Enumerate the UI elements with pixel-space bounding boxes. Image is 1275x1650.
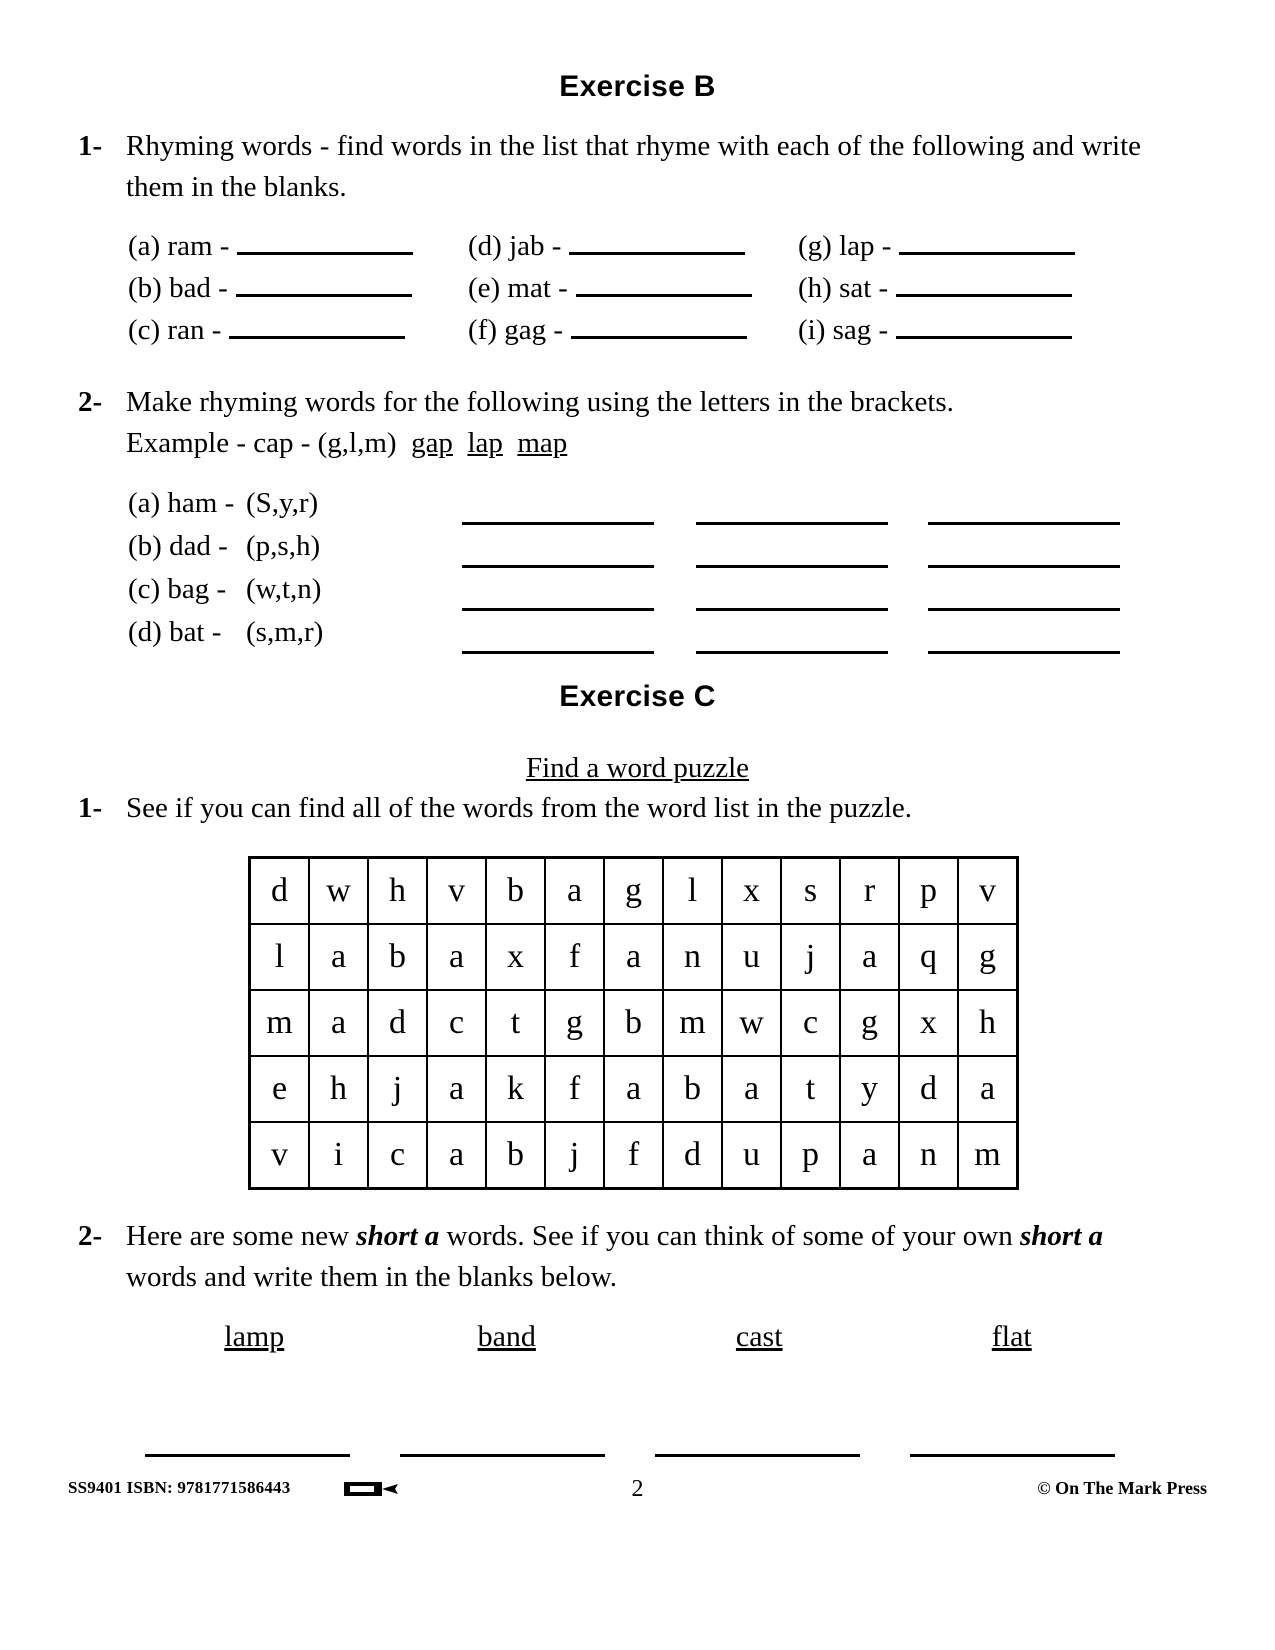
grid-cell[interactable]: a (722, 1056, 781, 1122)
make-rhyme-blank-c1[interactable] (462, 584, 654, 611)
grid-cell[interactable]: g (958, 924, 1018, 990)
rhyme-blank-i[interactable] (896, 312, 1072, 339)
grid-cell[interactable]: j (368, 1056, 427, 1122)
rhyme-item-e (468, 270, 798, 312)
rhyme-item-f (468, 312, 798, 354)
word-search-row (250, 1056, 1018, 1122)
grid-cell[interactable]: c (781, 990, 840, 1056)
grid-cell[interactable]: v (958, 858, 1018, 925)
find-a-word-puzzle-subtitle: Find a word puzzle (525, 752, 750, 784)
rhyme-label-b: (b) bad - (128, 272, 228, 304)
grid-cell[interactable]: m (250, 990, 310, 1056)
grid-cell[interactable]: b (368, 924, 427, 990)
grid-cell[interactable]: a (604, 1056, 663, 1122)
make-rhyming-words-blanks (462, 482, 1128, 654)
grid-cell[interactable]: d (368, 990, 427, 1056)
grid-cell[interactable]: c (427, 990, 486, 1056)
make-rhyme-word-c: (c) bag - (128, 573, 227, 605)
example-word-1: gap (411, 427, 453, 460)
make-rhyme-blank-b2[interactable] (696, 541, 888, 568)
grid-cell[interactable]: t (781, 1056, 840, 1122)
question-number: 2- (78, 386, 103, 418)
grid-cell[interactable]: f (604, 1122, 663, 1189)
blank-cell (696, 525, 928, 572)
grid-cell[interactable]: a (840, 924, 899, 990)
footer-isbn: SS9401 ISBN: 9781771586443 (68, 1478, 291, 1497)
rhyme-label-d: (d) jab - (468, 230, 562, 262)
grid-cell[interactable]: d (250, 858, 310, 925)
word-search-row (250, 924, 1018, 990)
blank-cell (696, 482, 928, 529)
rhyme-label-a: (a) ram - (128, 230, 230, 262)
grid-cell[interactable]: a (427, 1056, 486, 1122)
rhyme-blank-b[interactable] (236, 270, 412, 297)
make-rhyme-blank-a2[interactable] (696, 498, 888, 525)
make-rhyme-letters-c: (w,t,n) (246, 573, 322, 605)
grid-cell[interactable]: g (604, 858, 663, 925)
grid-cell[interactable]: t (486, 990, 545, 1056)
grid-cell[interactable]: u (722, 1122, 781, 1189)
rhyme-blank-e[interactable] (576, 270, 752, 297)
grid-cell[interactable]: p (781, 1122, 840, 1189)
rhyme-item-g (798, 228, 1128, 270)
short-a-word-examples (128, 1320, 1138, 1354)
grid-cell[interactable]: v (250, 1122, 310, 1189)
q2-text-part3: words and write them in the blanks below. (126, 1261, 618, 1294)
make-rhyme-item-a (128, 482, 323, 525)
rhyming-words-answer-grid (128, 228, 1128, 354)
grid-cell[interactable]: q (899, 924, 958, 990)
grid-cell[interactable]: e (250, 1056, 310, 1122)
grid-cell[interactable]: f (545, 1056, 604, 1122)
rhyme-item-h (798, 270, 1128, 312)
rhyme-label-h: (h) sat - (798, 272, 889, 304)
grid-cell[interactable]: a (309, 990, 368, 1056)
make-rhyme-blank-a1[interactable] (462, 498, 654, 525)
make-rhyme-item-d (128, 611, 323, 654)
rhyme-blank-c[interactable] (229, 312, 405, 339)
grid-cell[interactable]: b (486, 1122, 545, 1189)
exercise-b-question-2 (78, 382, 1148, 464)
make-rhyme-letters-a: (S,y,r) (246, 487, 319, 519)
word-search-row (250, 990, 1018, 1056)
short-a-blank-3[interactable] (655, 1430, 860, 1457)
make-rhyme-blank-c2[interactable] (696, 584, 888, 611)
word-search-row (250, 1122, 1018, 1189)
grid-cell[interactable]: a (958, 1056, 1018, 1122)
grid-cell[interactable]: d (899, 1056, 958, 1122)
question-number: 1- (78, 130, 103, 162)
rhyme-item-a (128, 228, 468, 270)
blank-cell (462, 482, 696, 529)
grid-cell[interactable]: i (309, 1122, 368, 1189)
rhyme-label-f: (f) gag - (468, 314, 564, 346)
make-rhyme-item-b (128, 525, 323, 568)
rhyme-item-b (128, 270, 468, 312)
blank-cell (928, 568, 1128, 615)
grid-cell[interactable]: a (604, 924, 663, 990)
grid-cell[interactable]: v (427, 858, 486, 925)
example-word-3: map (517, 427, 568, 460)
make-rhyme-word-b: (b) dad - (128, 530, 228, 562)
short-a-blank-4[interactable] (910, 1430, 1115, 1457)
q2-emphasis-1: short a (356, 1220, 440, 1252)
example-prefix: Example - cap - (g,l,m) (126, 427, 397, 460)
grid-cell[interactable]: l (250, 924, 310, 990)
rhyme-label-c: (c) ran - (128, 314, 222, 346)
rhyme-blank-h[interactable] (896, 270, 1072, 297)
short-a-word-4: flat (991, 1320, 1032, 1353)
short-a-blank-1[interactable] (145, 1430, 350, 1457)
word-search-grid[interactable] (248, 856, 1019, 1190)
grid-cell[interactable]: n (899, 1122, 958, 1189)
make-rhyme-blank-b1[interactable] (462, 541, 654, 568)
grid-cell[interactable]: u (722, 924, 781, 990)
example-word-2: lap (467, 427, 503, 460)
grid-cell[interactable]: j (781, 924, 840, 990)
q2-text-part1: Here are some new (126, 1220, 357, 1252)
grid-cell[interactable]: m (958, 1122, 1018, 1189)
blank-cell (696, 568, 928, 615)
grid-cell[interactable]: p (899, 858, 958, 925)
grid-cell[interactable]: r (840, 858, 899, 925)
rhyme-label-g: (g) lap - (798, 230, 892, 262)
grid-cell[interactable]: d (663, 1122, 722, 1189)
question-text: Rhyming words - find words in the list that rhyme with each of the following and write them in the blanks. (126, 130, 1141, 204)
make-rhyme-word-a: (a) ham - (128, 487, 235, 519)
make-rhyme-blank-b3[interactable] (928, 541, 1120, 568)
make-rhyme-blank-d2[interactable] (696, 627, 888, 654)
grid-cell[interactable]: a (427, 924, 486, 990)
grid-cell[interactable]: a (545, 858, 604, 925)
make-rhyme-item-c (128, 568, 323, 611)
grid-cell[interactable]: m (663, 990, 722, 1056)
rhyme-item-i (798, 312, 1128, 354)
blank-cell (462, 611, 696, 658)
make-rhyme-blank-d1[interactable] (462, 627, 654, 654)
make-rhyme-word-d: (d) bat - (128, 616, 222, 648)
q2-emphasis-2: short a (1020, 1220, 1104, 1252)
rhyme-item-d (468, 228, 798, 270)
grid-cell[interactable]: l (663, 858, 722, 925)
page-number: 2 (631, 1476, 644, 1502)
grid-cell[interactable]: x (722, 858, 781, 925)
example-line (126, 423, 1141, 464)
exercise-b-title: Exercise B (559, 70, 716, 103)
short-a-word-1: lamp (224, 1320, 285, 1353)
grid-cell[interactable]: a (840, 1122, 899, 1189)
grid-cell[interactable]: b (604, 990, 663, 1056)
grid-cell[interactable]: n (663, 924, 722, 990)
blank-cell (928, 482, 1128, 529)
grid-cell[interactable]: s (781, 858, 840, 925)
grid-cell[interactable]: w (722, 990, 781, 1056)
question-number: 1- (78, 792, 103, 824)
blank-cell (928, 611, 1128, 658)
question-text (126, 1216, 1148, 1298)
make-rhyme-blank-c3[interactable] (928, 584, 1120, 611)
grid-cell[interactable]: a (427, 1122, 486, 1189)
blank-cell (462, 525, 696, 572)
exercise-c-title: Exercise C (559, 680, 716, 713)
make-rhyme-letters-d: (s,m,r) (246, 616, 324, 648)
grid-cell[interactable]: x (899, 990, 958, 1056)
blank-cell (696, 611, 928, 658)
rhyme-blank-a[interactable] (237, 228, 413, 255)
grid-cell[interactable]: h (309, 1056, 368, 1122)
exercise-c-question-2 (78, 1216, 1148, 1298)
q2-text-part2: words. See if you can think of some of your own (439, 1220, 1021, 1252)
make-rhyming-words-list (128, 482, 323, 654)
word-search-body (250, 858, 1018, 1189)
word-search-row (250, 858, 1018, 925)
rhyme-blank-f[interactable] (571, 312, 747, 339)
grid-cell[interactable]: w (309, 858, 368, 925)
exercise-b-question-1 (78, 126, 1148, 208)
grid-cell[interactable]: b (486, 858, 545, 925)
make-rhyme-blank-a3[interactable] (928, 498, 1120, 525)
rhyme-label-i: (i) sag - (798, 314, 889, 346)
question-number: 2- (78, 1220, 103, 1252)
page-footer (68, 1478, 1207, 1518)
short-a-word-2: band (477, 1320, 536, 1353)
grid-cell[interactable]: b (663, 1056, 722, 1122)
grid-cell[interactable]: j (545, 1122, 604, 1189)
blank-cell (928, 525, 1128, 572)
short-a-answer-blanks (120, 1430, 1140, 1457)
grid-cell[interactable]: h (368, 858, 427, 925)
short-a-blank-2[interactable] (400, 1430, 605, 1457)
make-rhyme-blank-d3[interactable] (928, 627, 1120, 654)
grid-cell[interactable]: x (486, 924, 545, 990)
make-rhyme-letters-b: (p,s,h) (246, 530, 321, 562)
grid-cell[interactable]: c (368, 1122, 427, 1189)
rhyme-label-e: (e) mat - (468, 272, 568, 304)
footer-copyright: © On The Mark Press (1037, 1478, 1207, 1498)
grid-cell[interactable]: g (840, 990, 899, 1056)
question-text: Make rhyming words for the following using the letters in the brackets. (126, 386, 954, 418)
grid-cell[interactable]: k (486, 1056, 545, 1122)
question-body (126, 382, 1141, 464)
grid-cell[interactable]: y (840, 1056, 899, 1122)
grid-cell[interactable]: g (545, 990, 604, 1056)
short-a-word-3: cast (735, 1320, 783, 1353)
rhyme-item-c (128, 312, 468, 354)
rhyme-blank-d[interactable] (569, 228, 745, 255)
blank-cell (462, 568, 696, 615)
question-text: See if you can find all of the words from the word list in the puzzle. (126, 792, 913, 824)
grid-cell[interactable]: f (545, 924, 604, 990)
grid-cell[interactable]: a (309, 924, 368, 990)
rhyme-blank-g[interactable] (899, 228, 1075, 255)
exercise-c-question-1 (78, 788, 1168, 829)
grid-cell[interactable]: h (958, 990, 1018, 1056)
